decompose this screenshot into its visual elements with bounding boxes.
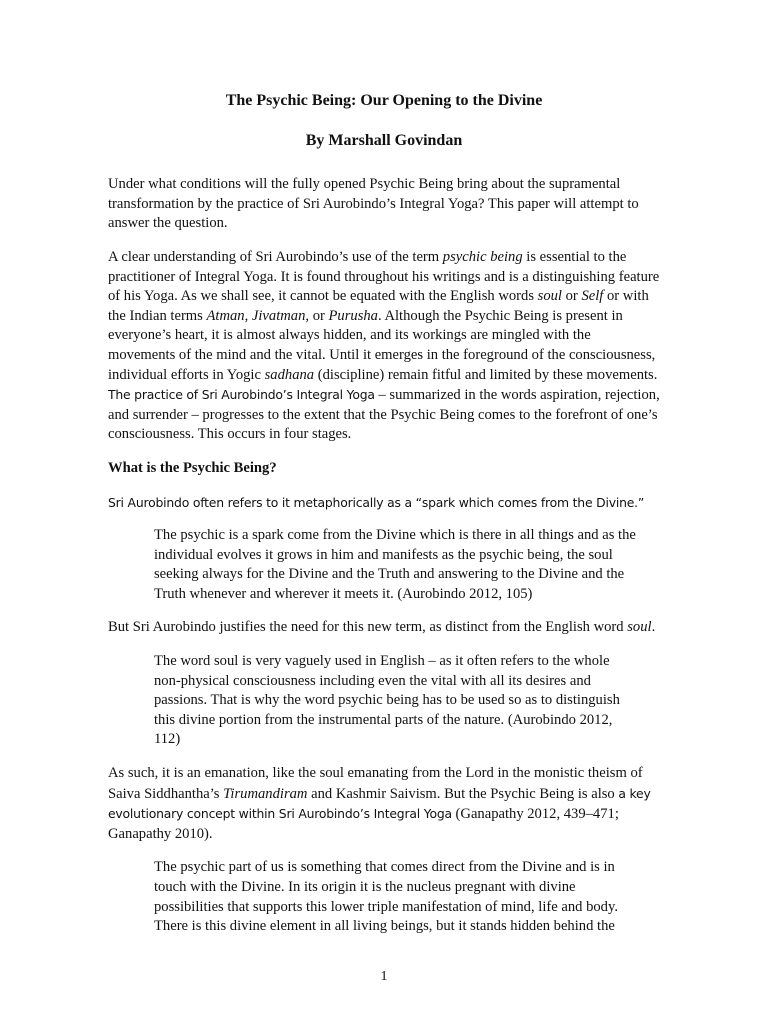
text-run: But Sri Aurobindo justifies the need for this new term, as distinct from the English word <box>108 619 628 636</box>
italic-term: soul <box>537 288 562 305</box>
paragraph-new-term <box>108 618 660 638</box>
block-quote-psychic-part: The psychic part of us is something that comes direct from the Divine and is in touch with the Divine. In its origin it is the nucleus pregnant with divine possibilities that supports this lower triple manifestation of mind, life and body. There is this divine element in all living beings, but it stands hidden behind the <box>154 859 618 935</box>
document-title: The Psychic Being: Our Opening to the Divine <box>225 92 543 109</box>
paragraph-psychic-being-definition <box>108 248 660 445</box>
text-run-alt-font: a key evolutionary concept within Sri Aurobindo’s Integral Yoga <box>108 785 651 822</box>
italic-term: psychic being <box>442 248 523 265</box>
text-run: , or <box>305 307 329 324</box>
italic-term: Purusha <box>328 307 378 324</box>
italic-term: Tirumandiram <box>223 785 308 802</box>
italic-term: Jivatman <box>251 307 306 324</box>
text-run: and Kashmir Saivism. But the Psychic Being is also <box>307 785 619 802</box>
paragraph-emanation <box>108 764 660 844</box>
text-run: , <box>244 307 252 324</box>
italic-term: sadhana <box>264 366 315 383</box>
italic-term: Atman <box>206 307 245 324</box>
text-run: – summarized in the words aspiration, rejection, and surrender – progresses to the extent that the Psychic Being comes to the forefront of one’s consciousness. This occurs in four stages. <box>108 387 660 443</box>
text-run: is essential to the practitioner of Integral Yoga. It is found throughout his writings and is a distinguishing feature of his Yoga. As we shall see, it cannot be equated with the English words <box>108 248 660 305</box>
text-run: or <box>561 288 582 305</box>
text-run: As such, it is an emanation, like the soul emanating from the Lord in the monistic theism of Saiva Siddhantha’s <box>108 765 643 802</box>
document-author: By Marshall Govindan <box>305 131 463 149</box>
text-run: A clear understanding of Sri Aurobindo’s use of the term <box>108 248 443 265</box>
text-run: . Although the Psychic Being is present in everyone’s heart, it is almost always hidden, and its workings are mingled with the movements of the mind and the vital. Until it emerges in the foreground of the consciousness, individual efforts in Yogic <box>108 307 656 383</box>
paragraph-metaphor: Sri Aurobindo often refers to it metaphorically as a “spark which comes from the Divine.” <box>108 494 645 510</box>
italic-term: Self <box>581 288 604 305</box>
text-run-alt-font: The practice of Sri Aurobindo’s Integral Yoga <box>108 387 375 403</box>
block-quote-soul: The word soul is very vaguely used in English – as it often refers to the whole non-physical consciousness including even the vital with all its desires and passions. That is why the word psychic being has to be used so as to distinguish this divine portion from the instrumental parts of the nature. (Aurobindo 2012, 112) <box>154 653 620 748</box>
text-run: (discipline) remain fitful and limited by these movements. <box>314 366 658 383</box>
italic-term: soul <box>627 619 652 636</box>
paragraph-intro: Under what conditions will the fully opened Psychic Being bring about the supramental transformation by the practice of Sri Aurobindo’s Integral Yoga? This paper will attempt to answer the question. <box>108 176 639 232</box>
text-run: . <box>651 619 656 636</box>
document-body <box>108 91 660 951</box>
text-run: or with the Indian terms <box>108 288 649 324</box>
section-heading: What is the Psychic Being? <box>108 459 277 476</box>
page-number: 1 <box>380 969 388 984</box>
block-quote-spark: The psychic is a spark come from the Divine which is there in all things and as the individual evolves it grows in him and manifests as the psychic being, the soul seeking always for the Divine and the Truth and answering to the Divine and the Truth whenever and wherever it meets it. (Aurobindo 2012, 105) <box>154 527 636 602</box>
text-run: (Ganapathy 2012, 439–471; Ganapathy 2010). <box>108 806 619 842</box>
